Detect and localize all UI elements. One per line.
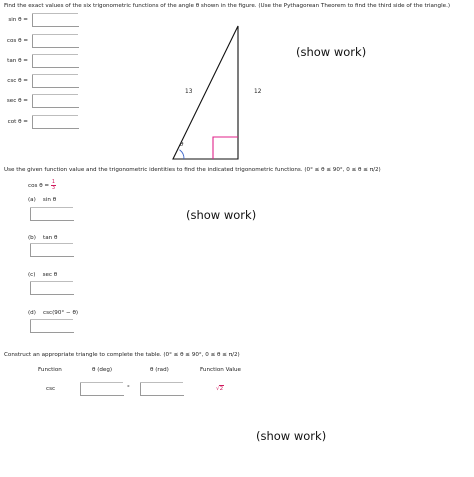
given-value xyxy=(28,180,56,191)
fraction-numerator: 1 xyxy=(51,179,56,185)
item-d xyxy=(28,310,78,316)
label-sin: sin θ = xyxy=(8,17,28,23)
item-letter: (a) xyxy=(28,197,36,203)
answer-input-csc[interactable] xyxy=(32,74,79,88)
item-letter: (b) xyxy=(28,235,36,241)
sqrt-radicand: 2 xyxy=(219,386,224,392)
label-cos: cos θ = xyxy=(6,38,28,44)
table-header-function: Function xyxy=(38,367,62,373)
function-value: √2 xyxy=(216,386,224,392)
instruction-part3: Construct an appropriate triangle to complete the table. (0° ≤ θ ≤ 90°, 0 ≤ θ ≤ π/2) xyxy=(4,352,240,358)
show-work-note-2: (show work) xyxy=(186,208,257,222)
side-label: 12 xyxy=(254,89,262,95)
item-letter: (c) xyxy=(28,272,36,278)
triangle-figure xyxy=(160,20,260,165)
show-work-note-1: (show work) xyxy=(296,45,367,59)
label-csc: csc θ = xyxy=(7,78,28,84)
table-header-degrees: θ (deg) xyxy=(92,367,113,373)
table-header-value: Function Value xyxy=(200,367,241,373)
instruction-part1: Find the exact values of the six trigonometric functions of the angle θ shown in the figure. (Use the Pythagorean Theorem to find the third side of the triangle.) xyxy=(4,3,451,9)
angle-arc xyxy=(180,150,185,159)
instruction-part2: Use the given function value and the trigonometric identities to find the indicated trigonometric functions. (0° ≤ θ ≤ 90°, 0 ≤ θ ≤ π/2) xyxy=(4,167,381,173)
item-label: sec θ xyxy=(42,272,58,278)
label-cot: cot θ = xyxy=(7,119,28,125)
answer-input-sin[interactable] xyxy=(32,13,79,27)
item-label: tan θ xyxy=(43,235,58,241)
answer-input-b[interactable] xyxy=(30,243,74,257)
item-b xyxy=(28,235,57,241)
angle-theta-label: θ xyxy=(180,142,184,148)
item-a xyxy=(28,197,56,203)
degree-input[interactable] xyxy=(80,382,124,396)
item-letter: (d) xyxy=(28,310,36,316)
right-angle-marker xyxy=(213,137,238,159)
given-lhs: cos θ = xyxy=(28,183,50,189)
given-fraction xyxy=(51,180,56,191)
answer-input-cos[interactable] xyxy=(32,34,79,48)
label-sec: sec θ = xyxy=(6,98,28,104)
item-c xyxy=(28,272,57,278)
label-tan: tan θ = xyxy=(7,58,28,64)
right-triangle xyxy=(173,26,238,159)
hypotenuse-label: 13 xyxy=(185,89,193,95)
answer-input-tan[interactable] xyxy=(32,54,79,68)
item-label: csc(90° − θ) xyxy=(43,310,79,316)
radian-input[interactable] xyxy=(140,382,184,396)
answer-input-sec[interactable] xyxy=(32,94,79,108)
answer-input-cot[interactable] xyxy=(32,115,79,129)
show-work-note-3: (show work) xyxy=(256,429,327,443)
answer-input-c[interactable] xyxy=(30,281,74,295)
degree-symbol: ° xyxy=(127,385,130,391)
answer-input-a[interactable] xyxy=(30,207,74,221)
table-header-radians: θ (rad) xyxy=(150,367,169,373)
fraction-denominator: 3 xyxy=(51,185,56,191)
table-cell-function: csc xyxy=(46,386,56,392)
answer-input-d[interactable] xyxy=(30,319,74,333)
item-label: sin θ xyxy=(42,197,57,203)
